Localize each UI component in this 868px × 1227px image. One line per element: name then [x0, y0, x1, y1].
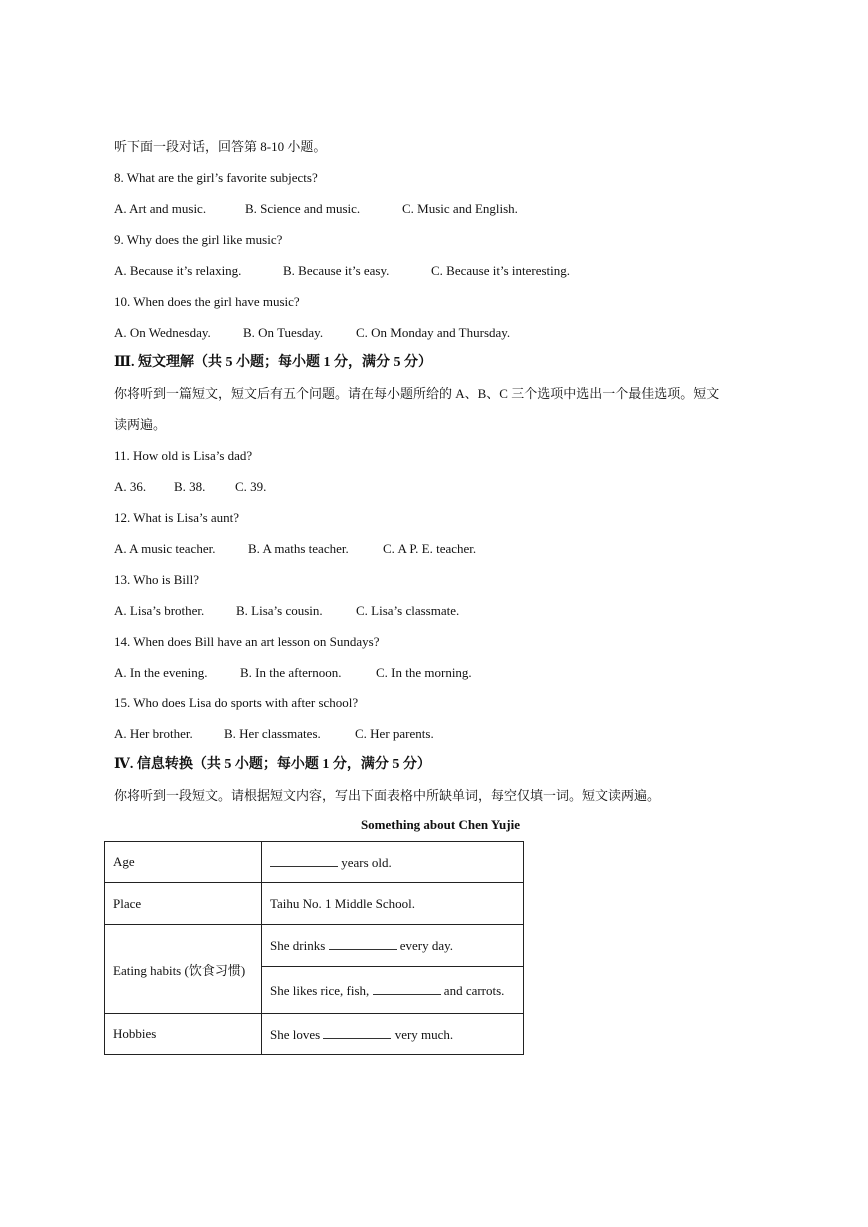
place-label: Place [105, 883, 262, 925]
option: A. Lisa’s brother. [114, 603, 205, 618]
age-suffix: years old. [338, 854, 392, 870]
hobbies-pre: She loves [270, 1026, 324, 1042]
hobbies-label: Hobbies [105, 1014, 262, 1055]
answer-blank[interactable] [270, 854, 338, 867]
table-row [105, 883, 524, 925]
table-row [105, 842, 524, 883]
option: B. Lisa’s cousin. [236, 603, 323, 618]
section-3-instruction: 你将听到一篇短文，短文后有五个问题。请在每小题所给的 A、B、C 三个选项中选出一个最佳选项。短文 [114, 386, 720, 401]
question-8: 8. What are the girl’s favorite subjects? [114, 170, 318, 185]
option: B. 38. [174, 479, 206, 494]
option: B. A maths teacher. [248, 541, 349, 556]
answer-blank[interactable] [329, 937, 397, 950]
options-11 [114, 478, 266, 496]
question-9: 9. Why does the girl like music? [114, 232, 283, 247]
table-row [105, 1014, 524, 1055]
option: A. Her brother. [114, 726, 193, 741]
option: C. A P. E. teacher. [383, 541, 477, 556]
options-14 [114, 664, 472, 682]
place-value: Taihu No. 1 Middle School. [262, 883, 524, 925]
question-14: 14. When does Bill have an art lesson on Sundays? [114, 634, 380, 649]
question-11: 11. How old is Lisa’s dad? [114, 448, 253, 463]
question-13: 13. Who is Bill? [114, 572, 199, 587]
section-4-heading: Ⅳ. 信息转换（共 5 小题；每小题 1 分，满分 5 分） [114, 757, 431, 772]
answer-blank[interactable] [323, 1026, 391, 1039]
option: A. In the evening. [114, 665, 208, 680]
eating-1-pre: She drinks [270, 938, 329, 953]
options-9 [114, 262, 570, 280]
option: C. Lisa’s classmate. [356, 603, 460, 618]
eating-2-pre: She likes rice, fish, [270, 982, 373, 998]
eating-label: Eating habits (饮食习惯) [105, 925, 262, 1014]
options-8 [114, 200, 518, 218]
option: C. Her parents. [355, 726, 434, 741]
option: B. Because it’s easy. [283, 263, 390, 278]
info-table [104, 841, 524, 1055]
eating-cell-2 [262, 967, 524, 1014]
option: C. 39. [235, 479, 267, 494]
option: B. Science and music. [245, 201, 361, 216]
option: A. Because it’s relaxing. [114, 263, 242, 278]
option: B. In the afternoon. [240, 665, 342, 680]
eating-cell-1 [262, 925, 524, 967]
table-row [105, 925, 524, 967]
intro-8-10: 听下面一段对话，回答第 8-10 小题。 [114, 139, 327, 154]
option: C. Because it’s interesting. [431, 263, 571, 278]
question-12: 12. What is Lisa’s aunt? [114, 510, 240, 525]
option: C. On Monday and Thursday. [356, 325, 511, 340]
options-13 [114, 602, 459, 620]
option: A. A music teacher. [114, 541, 216, 556]
option: B. Her classmates. [224, 726, 321, 741]
eating-2-post: and carrots. [440, 982, 505, 998]
hobbies-post: very much. [391, 1026, 454, 1042]
option: C. Music and English. [402, 201, 518, 216]
answer-blank[interactable] [373, 982, 441, 995]
age-label: Age [105, 842, 262, 883]
options-12 [114, 540, 476, 558]
table-title: Something about Chen Yujie [360, 817, 520, 832]
section-4-instruction: 你将听到一段短文。请根据短文内容，写出下面表格中所缺单词，每空仅填一词。短文读两遍。 [114, 788, 661, 803]
options-10 [114, 324, 510, 342]
question-10: 10. When does the girl have music? [114, 294, 300, 309]
options-15 [114, 725, 434, 743]
hobbies-cell [262, 1014, 524, 1055]
question-15: 15. Who does Lisa do sports with after school? [114, 695, 359, 710]
section-3-heading: Ⅲ. 短文理解（共 5 小题；每小题 1 分，满分 5 分） [114, 355, 433, 370]
eating-1-post: every day. [396, 938, 454, 953]
age-cell [262, 842, 524, 883]
option: A. On Wednesday. [114, 325, 211, 340]
option: A. 36. [114, 479, 147, 494]
option: C. In the morning. [376, 665, 472, 680]
option: B. On Tuesday. [243, 325, 324, 340]
section-3-instruction-cont: 读两遍。 [114, 417, 167, 432]
option: A. Art and music. [114, 201, 207, 216]
